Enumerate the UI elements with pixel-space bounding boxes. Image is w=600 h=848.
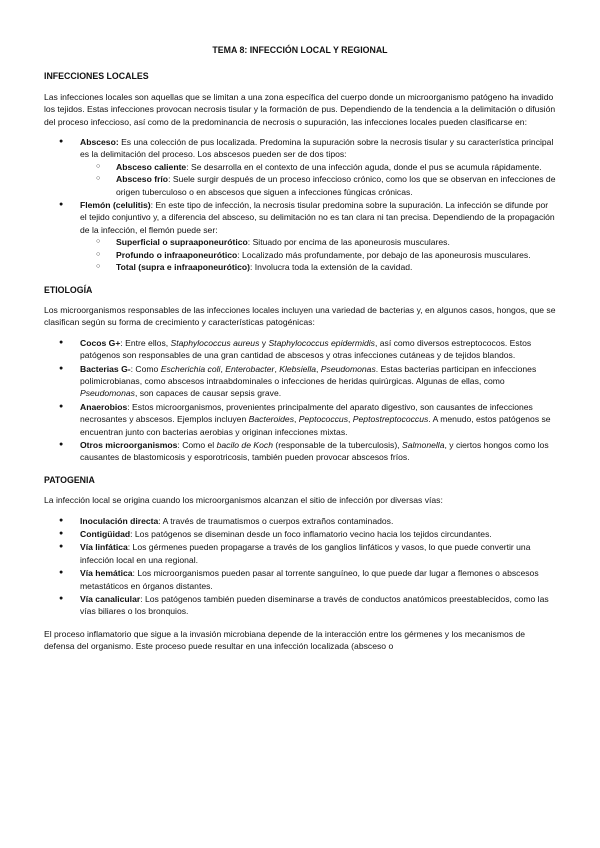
paragraph: El proceso inflamatorio que sigue a la invasión microbiana depende de la interacción entre los gérmenes y los mecanismos de defensa del organismo. Este proceso puede resultar en una infección localizada (absceso o — [44, 628, 526, 652]
section-infecciones-locales — [44, 70, 556, 273]
paragraph: La infección local se origina cuando los microorganismos alcanzan el sitio de infección por diversas vías: — [44, 495, 443, 506]
sub-list-item: ○ Total (supra e infraaponeurótico): Involucra toda la extensión de la cavidad. — [80, 261, 556, 273]
list-item: ● Otros microorganismos: Como el bacilo de Koch (responsable de la tuberculosis), Salmonella, y ciertos hongos como los causantes de blastomicosis y esporotricosis, también pueden provocar abscesos fríos. — [44, 439, 556, 464]
section-heading: INFECCIONES LOCALES — [44, 71, 149, 82]
list-item: ● Absceso: Es una colección de pus localizada. Predomina la supuración sobre la necrosis tisular y su característica principal es la delimitación del proceso. Los abscesos pueden ser de dos tipos: ○ Absceso caliente: Se desarrolla en el contexto de una infección aguda, donde el pus se acumula rápidamente. ○ Absceso frío: Suele surgir después de un proceso infeccioso crónico, como los que se observan en infecciones de origen tuberculoso o en abscesos que siguen a infecciones fúngicas crónicas. — [44, 136, 556, 198]
bullet-list — [44, 337, 556, 464]
list-item: ● Flemón (celulitis): En este tipo de infección, la necrosis tisular predomina sobre la supuración. La infección se difunde por el tejido conjuntivo y, a diferencia del absceso, su delimitación no es tan clara ni tan precisa. Dependiendo de la propagación de la infección, el flemón puede ser: ○ Superficial o supraaponeurótico: Situado por encima de las aponeurosis musculares. ○ Profundo o infraaponeurótico: Localizado más profundamente, por debajo de las aponeurosis musculares. ○ Total (supra e infraaponeurótico): Involucra toda la extensión de la cavidad. — [44, 199, 556, 273]
sub-list — [80, 161, 556, 198]
list-item: ● Vía hemática: Los microorganismos pueden pasar al torrente sanguíneo, lo que puede dar lugar a flemones o abscesos metastáticos en órganos distantes. — [44, 567, 556, 592]
section-heading: ETIOLOGÍA — [44, 284, 93, 295]
section-patogenia — [44, 474, 556, 653]
list-item: ● Inoculación directa: A través de traumatismos o cuerpos extraños contaminados. — [44, 515, 556, 527]
sub-list-item: ○ Profundo o infraaponeurótico: Localizado más profundamente, por debajo de las aponeurosis musculares. — [80, 249, 556, 261]
sub-list-item: ○ Absceso frío: Suele surgir después de un proceso infeccioso crónico, como los que se observan en infecciones de origen tuberculoso o en abscesos que siguen a infecciones fúngicas crónicas. — [80, 173, 556, 198]
paragraph: Los microorganismos responsables de las infecciones locales incluyen una variedad de bacterias y, en algunos casos, hongos, que se clasifican según su forma de crecimiento y características patogénicas: — [44, 304, 556, 328]
sub-list-item: ○ Superficial o supraaponeurótico: Situado por encima de las aponeurosis musculares. — [80, 236, 556, 248]
section-heading: PATOGENIA — [44, 474, 95, 485]
bullet-list — [44, 136, 556, 273]
section-etiologia — [44, 284, 556, 464]
list-item: ● Anaerobios: Estos microorganismos, provenientes principalmente del aparato digestivo, son causantes de infecciones necrosantes y abscesos. Ejemplos incluyen Bacteroides, Peptococcus, Peptostreptococcus. A menudo, estos patógenos se encuentran junto con bacterias aerobias y originan infecciones mixtas. — [44, 401, 556, 438]
sub-list — [80, 236, 556, 273]
list-item: ● Vía linfática: Los gérmenes pueden propagarse a través de los ganglios linfáticos y vasos, lo que puede convertir una infección local en una regional. — [44, 541, 556, 566]
sub-list-item: ○ Absceso caliente: Se desarrolla en el contexto de una infección aguda, donde el pus se acumula rápidamente. — [80, 161, 556, 173]
document-title: TEMA 8: INFECCIÓN LOCAL Y REGIONAL — [212, 45, 388, 55]
paragraph: Las infecciones locales son aquellas que se limitan a una zona específica del cuerpo donde un microorganismo patógeno ha invadido los tejidos. Estas infecciones provocan necrosis tisular y la formación de pus. Dependiendo de la tendencia a la delimitación o difusión del proceso infeccioso, así como de la predominancia de necrosis o supuración, las infecciones locales pueden clasificarse en: — [44, 91, 556, 127]
bullet-list — [44, 515, 556, 618]
list-item: ● Vía canalicular: Los patógenos también pueden diseminarse a través de conductos anatómicos preestablecidos, como las vías biliares o los bronquios. — [44, 593, 556, 618]
list-item: ● Cocos G+: Entre ellos, Staphylococcus aureus y Staphylococcus epidermidis, así como diversos estreptococos. Estos patógenos son responsables de una gran cantidad de abscesos y otras infecciones cutáneas y de tejidos blandos. — [44, 337, 556, 362]
list-item: ● Bacterias G-: Como Escherichia coli, Enterobacter, Klebsiella, Pseudomonas. Estas bacterias participan en infecciones polimicrobianas, como abscesos intraabdominales o infecciones de heridas quirúrgicas. Algunas de ellas, como Pseudomonas, son capaces de causar sepsis grave. — [44, 363, 556, 400]
list-item: ● Contigüidad: Los patógenos se diseminan desde un foco inflamatorio vecino hacia los tejidos circundantes. — [44, 528, 556, 540]
